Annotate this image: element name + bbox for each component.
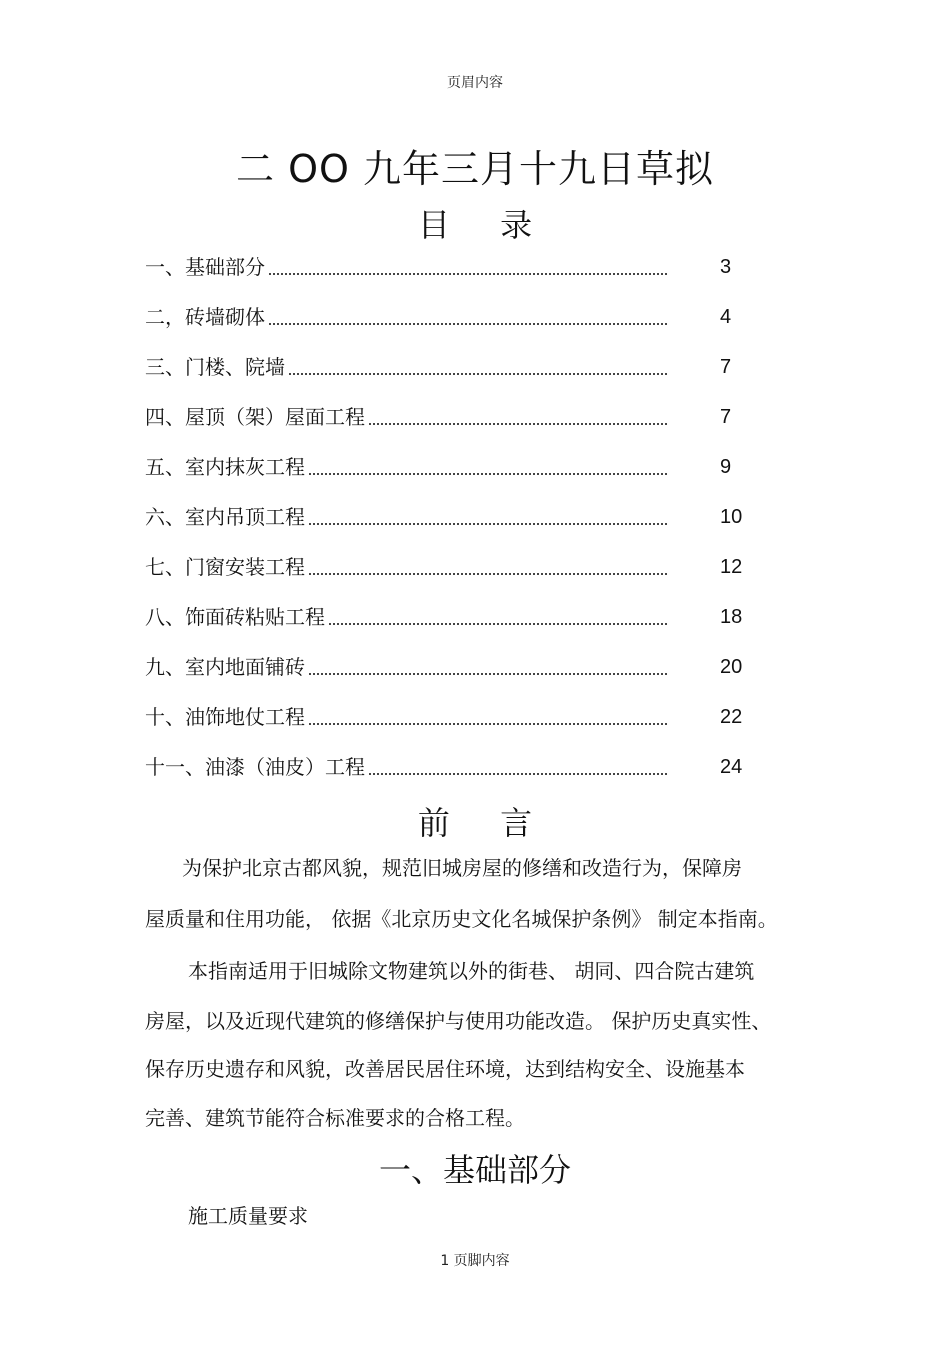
toc-entry-label: 二，砖墙砌体 (145, 302, 267, 332)
toc-entry-page: 4 (720, 306, 732, 328)
toc-title: 目 录 (417, 206, 533, 244)
toc-entry-page: 12 (720, 556, 743, 578)
toc-entry-page: 22 (720, 706, 743, 728)
toc-entry[interactable] (145, 502, 775, 532)
toc-entry-label: 三、门楼、院墙 (145, 352, 287, 382)
toc-entry[interactable] (145, 602, 775, 632)
preface-line: 本指南适用于旧城除文物建筑以外的街巷、 胡同、四合院古建筑 (188, 959, 755, 983)
toc-entry[interactable] (145, 352, 775, 382)
toc-entry-page: 24 (720, 756, 743, 778)
toc-entry[interactable] (145, 702, 775, 732)
toc-entry[interactable] (145, 452, 775, 482)
toc-entry-page: 7 (720, 356, 732, 378)
toc-entry[interactable] (145, 302, 775, 332)
toc-entry-page: 3 (720, 256, 732, 278)
toc-entry[interactable] (145, 752, 775, 782)
toc-entry-label: 九、室内地面铺砖 (145, 652, 307, 682)
toc-entry-page: 7 (720, 406, 732, 428)
preface-line: 为保护北京古都风貌，规范旧城房屋的修缮和改造行为，保障房 (182, 856, 742, 880)
toc-entry-page: 10 (720, 506, 743, 528)
toc-entry-label: 六、室内吊顶工程 (145, 502, 307, 532)
date-title: 二 OO 九年三月十九日草拟 (236, 147, 714, 191)
chapter-subheading: 施工质量要求 (188, 1204, 308, 1228)
toc-entry[interactable] (145, 652, 775, 682)
preface-line: 房屋，以及近现代建筑的修缮保护与使用功能改造。 保护历史真实性、 (145, 1009, 772, 1033)
preface-title: 前 言 (417, 804, 533, 842)
chapter-title: 一、基础部分 (378, 1151, 571, 1189)
toc-entry-label: 七、门窗安装工程 (145, 552, 307, 582)
toc-entry[interactable] (145, 552, 775, 582)
preface-line: 屋质量和住用功能， 依据《北京历史文化名城保护条例》 制定本指南。 (145, 907, 778, 931)
preface-line: 保存历史遗存和风貌，改善居民居住环境，达到结构安全、设施基本 (145, 1057, 745, 1081)
page-header: 页眉内容 (447, 75, 503, 91)
toc-entry-label: 五、室内抹灰工程 (145, 452, 307, 482)
toc-entry-label: 一、基础部分 (145, 252, 267, 282)
toc-entry[interactable] (145, 252, 775, 282)
toc-entry-page: 18 (720, 606, 743, 628)
preface-line: 完善、建筑节能符合标准要求的合格工程。 (145, 1106, 525, 1130)
toc-entry-label: 八、饰面砖粘贴工程 (145, 602, 327, 632)
toc-entry-page: 9 (720, 456, 732, 478)
page-footer: 1 页脚内容 (440, 1253, 510, 1269)
toc-entry-page: 20 (720, 656, 743, 678)
toc-entry-label: 十一、油漆（油皮）工程 (145, 752, 367, 782)
toc-entry-label: 十、油饰地仗工程 (145, 702, 307, 732)
toc-entry[interactable] (145, 402, 775, 432)
toc-entry-label: 四、屋顶（架）屋面工程 (145, 402, 367, 432)
